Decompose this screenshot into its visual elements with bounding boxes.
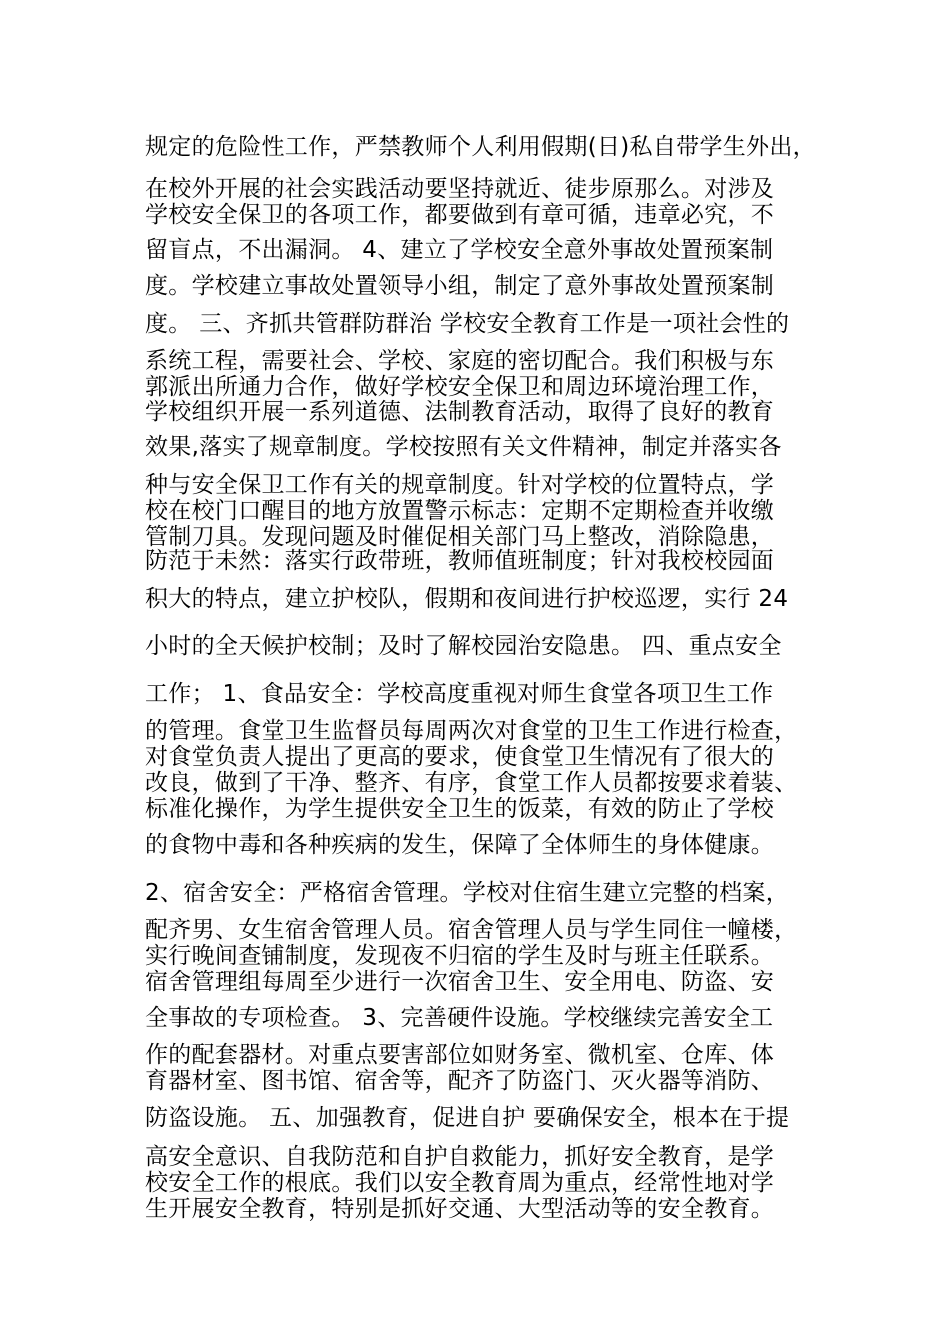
text-line: 管制刀具。发现问题及时催促相关部门马上整改，消除隐患，	[145, 524, 775, 550]
text-line: 宿舍管理组每周至少进行一次宿舍卫生、安全用电、防盗、安	[145, 969, 775, 995]
text-line: 度。 三、齐抓共管群防群治 学校安全教育工作是一项社会性的	[145, 311, 790, 337]
text-line: 育器材室、图书馆、宿舍等，配齐了防盗门、灭火器等消防、	[145, 1068, 775, 1094]
text-line: 全事故的专项检查。 3、完善硬件设施。学校继续完善安全工	[145, 1005, 774, 1031]
text-line: 工作； 1、食品安全：学校高度重视对师生食堂各项卫生工作	[145, 681, 774, 707]
text-line: 效果,落实了规章制度。学校按照有关文件精神，制定并落实各	[145, 434, 782, 460]
text-line: 在校外开展的社会实践活动要坚持就近、徒步原那么。对涉及	[145, 176, 775, 202]
text-line: 改良，做到了干净、整齐、有序，食堂工作人员都按要求着装、	[145, 770, 798, 796]
text-line: 校在校门口醒目的地方放置警示标志：定期不定期检查并收缴	[145, 498, 775, 524]
text-line: 防盗设施。 五、加强教育，促进自护 要确保安全，根本在于提	[145, 1105, 790, 1131]
text-line: 学校组织开展一系列道德、法制教育活动，取得了良好的教育	[145, 399, 775, 425]
text-line: 生开展安全教育，特别是抓好交通、大型活动等的安全教育。	[145, 1196, 775, 1222]
text-line: 校安全工作的根底。我们以安全教育周为重点，经常性地对学	[145, 1170, 775, 1196]
text-line: 郭派出所通力合作，做好学校安全保卫和周边环境治理工作，	[145, 374, 775, 400]
text-line: 配齐男、女生宿舍管理人员。宿舍管理人员与学生同住一幢楼，	[145, 917, 798, 943]
text-line: 实行晚间查铺制度，发现夜不归宿的学生及时与班主任联系。	[145, 943, 775, 969]
text-line: 留盲点，不出漏洞。 4、建立了学校安全意外事故处置预案制	[145, 237, 774, 263]
text-line: 规定的危险性工作，严禁教师个人利用假期(日)私自带学生外出，	[145, 134, 816, 160]
text-line: 高安全意识、自我防范和自护自救能力，抓好安全教育，是学	[145, 1144, 775, 1170]
text-line: 种与安全保卫工作有关的规章制度。针对学校的位置特点，学	[145, 472, 775, 498]
text-line: 作的配套器材。对重点要害部位如财务室、微机室、仓库、体	[145, 1042, 775, 1068]
text-line: 对食堂负责人提出了更高的要求，使食堂卫生情况有了很大的	[145, 744, 775, 770]
text-line: 小时的全天候护校制；及时了解校园治安隐患。 四、重点安全	[145, 633, 782, 659]
text-line: 学校安全保卫的各项工作，都要做到有章可循，违章必究，不	[145, 202, 775, 228]
text-line: 2、宿舍安全：严格宿舍管理。学校对住宿生建立完整的档案，	[145, 880, 790, 906]
text-line: 的食物中毒和各种疾病的发生，保障了全体师生的身体健康。	[145, 832, 775, 858]
text-line: 度。学校建立事故处置领导小组，制定了意外事故处置预案制	[145, 273, 775, 299]
text-line: 标准化操作，为学生提供安全卫生的饭菜，有效的防止了学校	[145, 796, 775, 822]
text-line: 防范于未然：落实行政带班，教师值班制度；针对我校校园面	[145, 548, 775, 574]
text-line: 的管理。食堂卫生监督员每周两次对食堂的卫生工作进行检查，	[145, 718, 798, 744]
text-line: 系统工程，需要社会、学校、家庭的密切配合。我们积极与东	[145, 348, 775, 374]
text-line: 积大的特点，建立护校队，假期和夜间进行护校巡逻，实行 24	[145, 586, 789, 612]
